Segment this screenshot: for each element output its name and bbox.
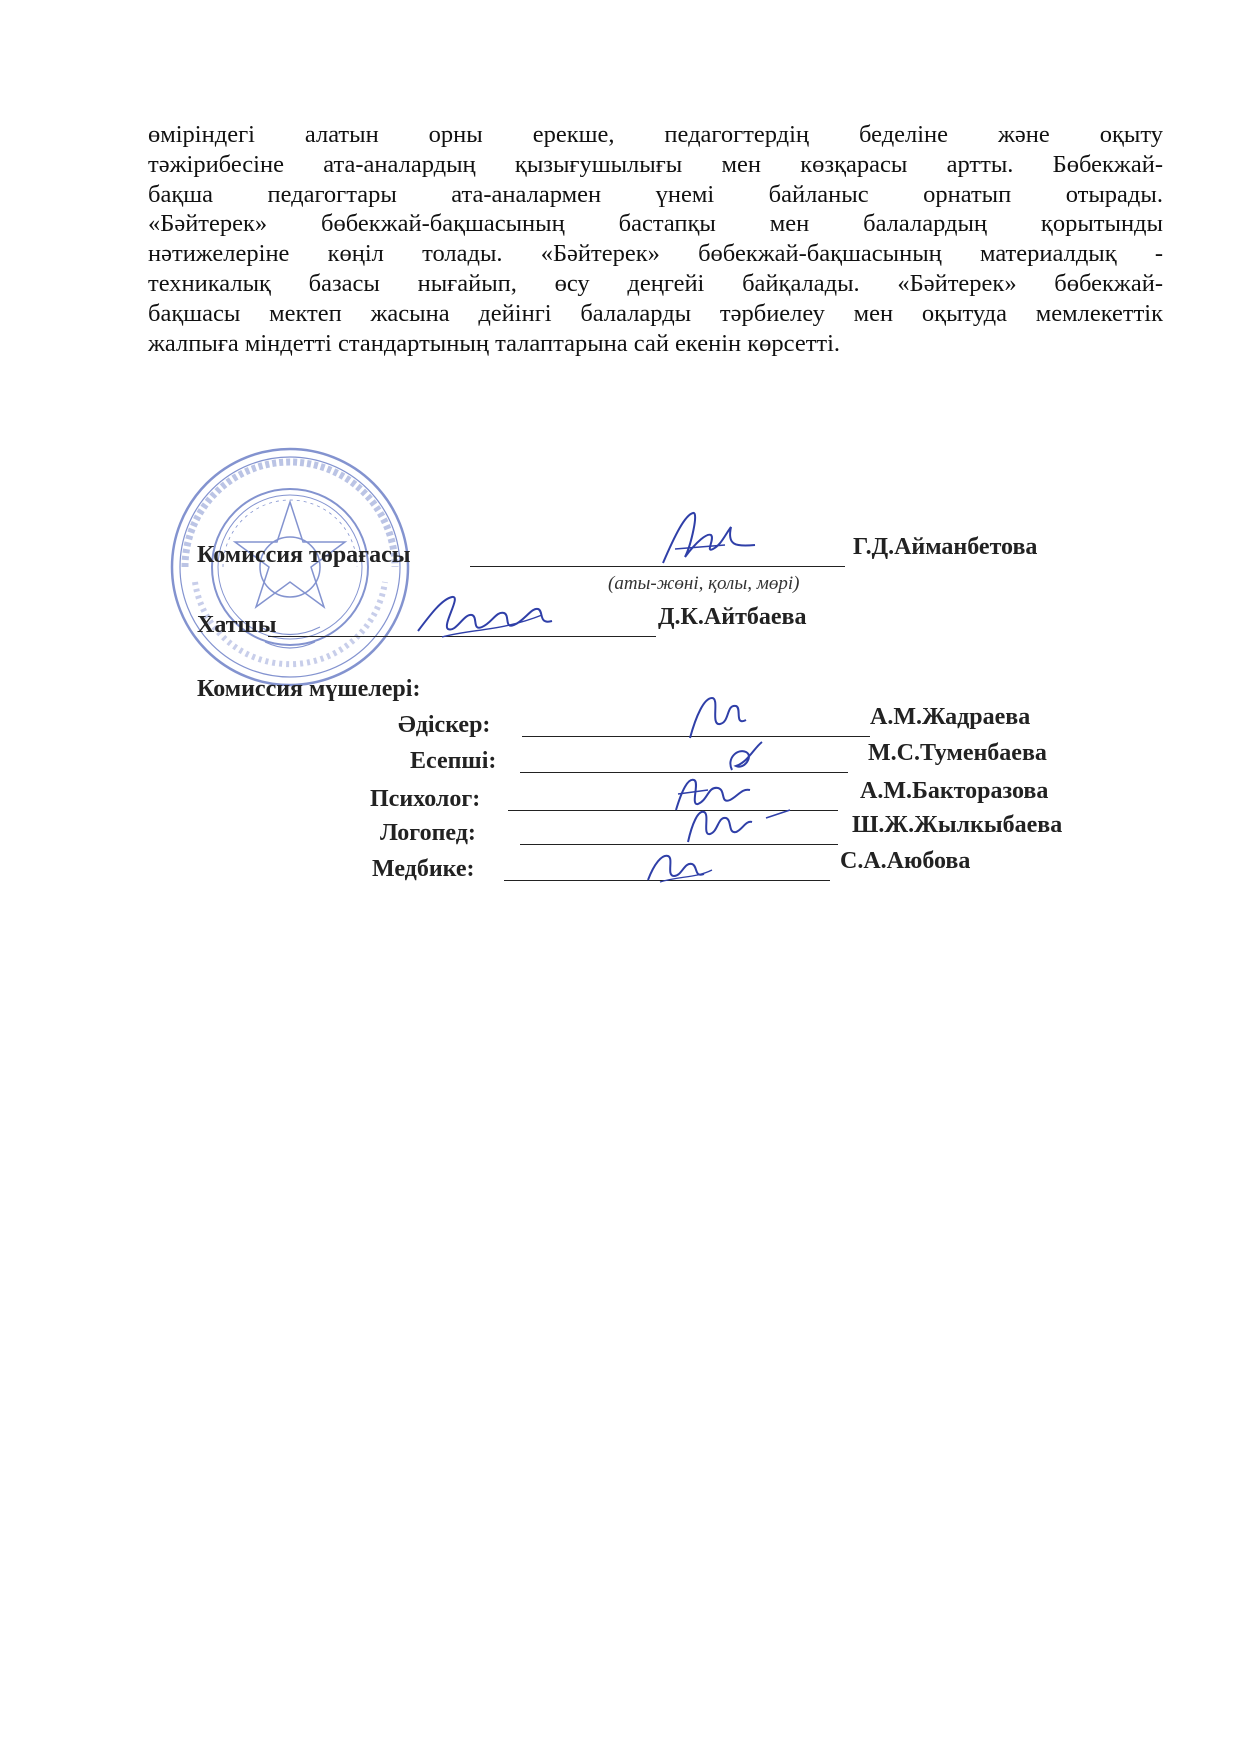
member-role-label: Әдіскер: (398, 712, 491, 738)
member-handwritten-signature (680, 690, 760, 745)
paragraph-line: өміріндегі алатын орны ерекше, педагогтердің беделіне және оқыту (148, 121, 1163, 148)
member-name: Ш.Ж.Жылкыбаева (852, 812, 1063, 838)
member-name: С.А.Аюбова (840, 848, 971, 874)
body-paragraph (148, 120, 1163, 358)
paragraph-line: техникалық базасы нығайып, өсу деңгейі байқалады. «Бәйтерек» бөбекжай- (148, 269, 1163, 297)
member-handwritten-signature (680, 800, 800, 850)
member-name: А.М.Бакторазова (860, 778, 1049, 804)
member-role-label: Логопед: (380, 820, 476, 846)
paragraph-line: жалпыға міндетті стандартының талаптарына сай екенін көрсетті. (148, 329, 841, 357)
paragraph-line: «Бәйтерек» бөбекжай-бақшасының бастапқы мен балалардың қорытынды (148, 210, 1163, 238)
paragraph-line: бақша педагогтары ата-аналармен үнемі байланыс орнатып отырады. (148, 180, 1163, 208)
secretary-handwritten-signature (412, 585, 562, 645)
member-name: А.М.Жадраева (870, 704, 1031, 730)
chair-handwritten-signature (655, 505, 765, 575)
member-role-label: Медбике: (372, 856, 475, 882)
members-heading: Комиссия мүшелері: (197, 676, 421, 702)
member-role-label: Психолог: (370, 786, 481, 812)
paragraph-line: тәжірибесіне ата-аналардың қызығушылығы мен көзқарасы артты. Бөбекжай- (148, 150, 1163, 178)
paragraph-line: нәтижелеріне көңіл толады. «Бәйтерек» бөбекжай-бақшасының материалдық - (148, 240, 1163, 268)
member-role-label: Есепші: (410, 748, 497, 774)
paragraph-line: бақшасы мектеп жасына дейінгі балаларды тәрбиелеу мен оқытуда мемлекеттік (148, 299, 1163, 327)
member-name: М.С.Туменбаева (868, 740, 1047, 766)
secretary-role-label: Хатшы (197, 612, 277, 638)
secretary-name: Д.К.Айтбаева (658, 604, 807, 630)
chair-role-label: Комиссия төрағасы (197, 542, 411, 568)
member-handwritten-signature (640, 846, 720, 888)
chair-name: Г.Д.Айманбетова (853, 534, 1038, 560)
signature-hint: (аты-жөні, қолы, мөрі) (608, 573, 800, 594)
